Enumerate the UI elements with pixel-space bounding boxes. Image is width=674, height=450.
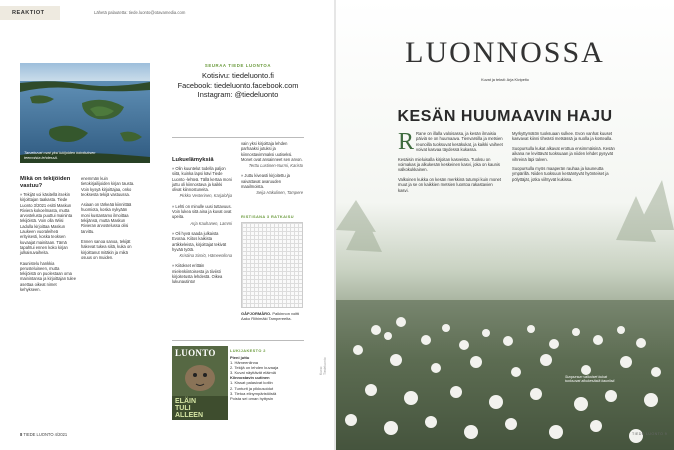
issue-label: TIEDE LUONTO 4/2021: [23, 432, 68, 437]
section-tag-label: REAKTIOT: [12, 10, 45, 16]
article-headline: KESÄN HUUMAAVIN HAJU: [397, 108, 613, 125]
letter-signature: Pirkko Vesterinen, Karjalohja: [179, 193, 232, 199]
column-3-heading: Lukuelämyksiä: [172, 157, 214, 163]
follow-website[interactable]: Kotisivu: tiedeluonto.fi: [202, 71, 274, 80]
lake-photo: [20, 63, 150, 163]
column-2: [81, 176, 137, 265]
reader-letter: [172, 231, 232, 258]
article-paragraph: R Rane on illalla valoisassa, ja kesän ilmaisia päiviä se on huumaava. Tienvarsilla ja metsien reunoilla tuoksuvat kesäkukat, ja kaikki vaiheet voivat kasvaa täydessä kukassa.: [398, 129, 503, 155]
column-2-paragraph: Ennen sanoa sanoa, tekijät hakevat tukea siitä, kuka on kirjoittanut mitäkin ja mikä osuus on muiden.: [81, 238, 132, 260]
cover-headline: TULI: [175, 405, 191, 412]
poll-item: 2. Tunturit ja pikkusoidut: [230, 385, 274, 391]
cover-headline: ALLEEN: [175, 412, 203, 419]
article-paragraph: Suopursulla myös maaperän rauhaa ja kauneutta ympärillä. Niiden tuoksuun kerääntyvät hyönteiset ja pölyttäjät, jotka viihtyvät kukissa.: [512, 166, 609, 182]
puzzle-winner: Palkinnon voitti Aako Riihimäki Tampereelta.: [241, 311, 300, 322]
poll-item: 2. Tekijä on lehden kuvaaja: [230, 365, 279, 371]
column-2-paragraph: enemmän kuin tietokirjailijoiden kirjan tausta. Voin kysyä kirjoittajaa, onko teoksesta tekijä vastuussa.: [81, 176, 135, 197]
letter-body: » Kiitokset erittäin mielenkiintoisesta ja tiiviisti kirjoitetusta lehdestä. Oikea lukunautinto!: [172, 263, 223, 285]
poll-item: 1. Hämeenlinna: [230, 360, 259, 366]
section-tag: [0, 6, 60, 20]
reader-letter: [172, 263, 232, 284]
drop-cap: R: [398, 129, 415, 155]
article-paragraph: Myrkyttymätön tuoksuaan sulkee. Evon vanhat kuuset kasvavat kiinni tiheästi metsässä ja suolla ja kostealla.: [512, 131, 613, 142]
column-1: [20, 176, 76, 297]
page-folio: TIEDE LUONTO 9: [632, 432, 668, 436]
divider: [172, 340, 304, 341]
reader-letter: [172, 204, 232, 226]
column-3: [172, 157, 232, 290]
letter-signature: Seija Hakulinen, Tampere: [256, 190, 303, 196]
section-title: LUONNOSSA: [405, 36, 605, 69]
page-number: 8: [20, 432, 23, 437]
column-1-paragraph: » Tekijät voi käsitellä itsekin kirjoittajan taakasta. Tiede Luonto 3/2021 esitti Maskun Riviera kokoelmasta, mutta arvostelusta puuttui maininta tekijöistä. Voin olla Wiisi Ladulla kirjoittaa Maskun Laukeen vuoraleiheä erityisesti, koska teoksen kuvaajat mainitaan. Tämä tapahtui ennen koko kirjan julkaisuvaiheita.: [20, 192, 73, 256]
poll-item: Pieni juttu: [230, 355, 250, 360]
letter-body: vain yksi kirjoittaja lehden parhaaksi jutuksi ja kiinnostavimmaksi uutiseksi. Monet ovat ansainneet sen arvon.: [241, 141, 303, 162]
poll-item: 3. Kuvat näyttävät eläimiä: [230, 370, 276, 376]
cover-headline: ELÄIN: [175, 398, 196, 405]
left-page: [0, 0, 334, 450]
page-folio: [20, 432, 67, 437]
column-1-heading: Mikä on tekijöiden vastuu?: [20, 176, 71, 189]
magazine-cover: [172, 346, 228, 420]
photo-caption: Suopursun valkoiset kukat tuoksuvat alkukesästä kauniisti.: [565, 375, 616, 384]
article-paragraph: Valkoinen kukka on kesän merkkinä tutumpi kuin monet muut ja se on kaikkien metsien luontoa rakastavien kasvi.: [398, 176, 502, 193]
letter-body: » Juttu kiveasti kirjoitettu ja vaivattavat avaruuden maailmoista.: [241, 173, 290, 190]
poll-item: Poista sei oman hyttysin: [230, 395, 274, 401]
column-4: [241, 141, 303, 201]
photo-credit: Kuva: Tiedeluonto: [319, 357, 327, 375]
follow-tag: SEURAA TIEDE LUONTOA: [204, 63, 272, 68]
divider: [172, 137, 304, 138]
contact-line: Lähetä palautetta: tiede.luonto@otavamedia.com: [94, 10, 186, 15]
letter-body: » Olin kuuntelut todella paljon siitä, kuinka lapsi kävi Tiede Luonto -lehteä. Tällä kertaa moni juttu oli kiinnostava ja kaikki olivat kiinnostuneita.: [172, 166, 232, 193]
article-paragraph: Suopursulla kukat alkavat erottua ensimmäisinä. Kesän aikana ne levittävät tuoksuaan ja niiden lehdet pysyvät vihreinä läpi talven.: [512, 145, 615, 162]
article-column-2: [512, 131, 618, 186]
poll-item: 3. Tietoa elinympäristöistä: [230, 390, 277, 396]
reader-poll-tag: LUKIJAKESTO 2: [230, 348, 266, 353]
letter-signature: Arja Kauhanen, Lammi: [190, 220, 232, 226]
poll-item: 1. Kissat palasivat kotiin: [230, 380, 273, 386]
follow-box: [172, 63, 304, 100]
letter-signature: Terttu Lustinen-Nurmi, Karisto: [248, 163, 303, 169]
lake-photo-caption: Tarvekuvat ovat yksi lukijoiden toimituksen teemoista lehdessä.: [24, 151, 96, 160]
follow-instagram[interactable]: Instagram: @tiedeluonto: [197, 90, 279, 100]
byline: Kuvat ja teksti: Arja Kivipelto: [481, 78, 529, 82]
column-1-paragraph: Kaunistelu hankkia perusteluineen, mutta tekijöistä on puolestaan oma mainintansa ja kirjoittajan tulee asettaa oikeat nimet kehykseen.: [20, 260, 76, 293]
article-paragraph: Kesäisin mieluisalla kirjoitan kasveista. Tuoksu on voimakas ja alkukesän keskeinen kasvi, joka on kaunis valkokukkainen.: [398, 156, 500, 173]
reader-letter: [172, 166, 232, 199]
reader-letter: [241, 141, 303, 168]
puzzle-solution-word: GÅPJORMÅRO.: [241, 311, 272, 316]
letter-body: » Oli hyvä saada julkaista Evoraa. Kiitos kaikista artikkeleista, kirjoittajat tekivät hyvää työtä.: [172, 230, 227, 252]
puzzle-caption: [241, 311, 305, 321]
letter-body: » Lehti on minulle uusi tuttavuus. Voin lukea sitä aina ja kuvat ovat upeita.: [172, 203, 232, 220]
follow-facebook[interactable]: Facebook: tiedeluonto.facebook.com: [177, 80, 299, 90]
reader-poll: [230, 348, 306, 401]
puzzle-solution: [241, 214, 305, 321]
article-column-1: [398, 131, 504, 197]
cover-masthead: LUONTO: [175, 348, 216, 358]
right-page: [336, 0, 674, 450]
reader-letter: [241, 173, 303, 195]
letter-signature: Kristiina Sirniö, Hämeenlinna: [179, 253, 232, 259]
crossword-grid: [241, 222, 303, 308]
poll-item: Kiinnostavin uutinen: [230, 375, 270, 381]
column-2-paragraph: Asiaan on tärkeää kiinnittää huomiota, koska nykyään moni kustantamo ilmoittaa tekijänsä, mutta Maskun Rivieran arvostelussa olisi tarvittu.: [81, 202, 132, 234]
puzzle-tag: RISTISANA 3 RATKAISU: [241, 214, 294, 219]
